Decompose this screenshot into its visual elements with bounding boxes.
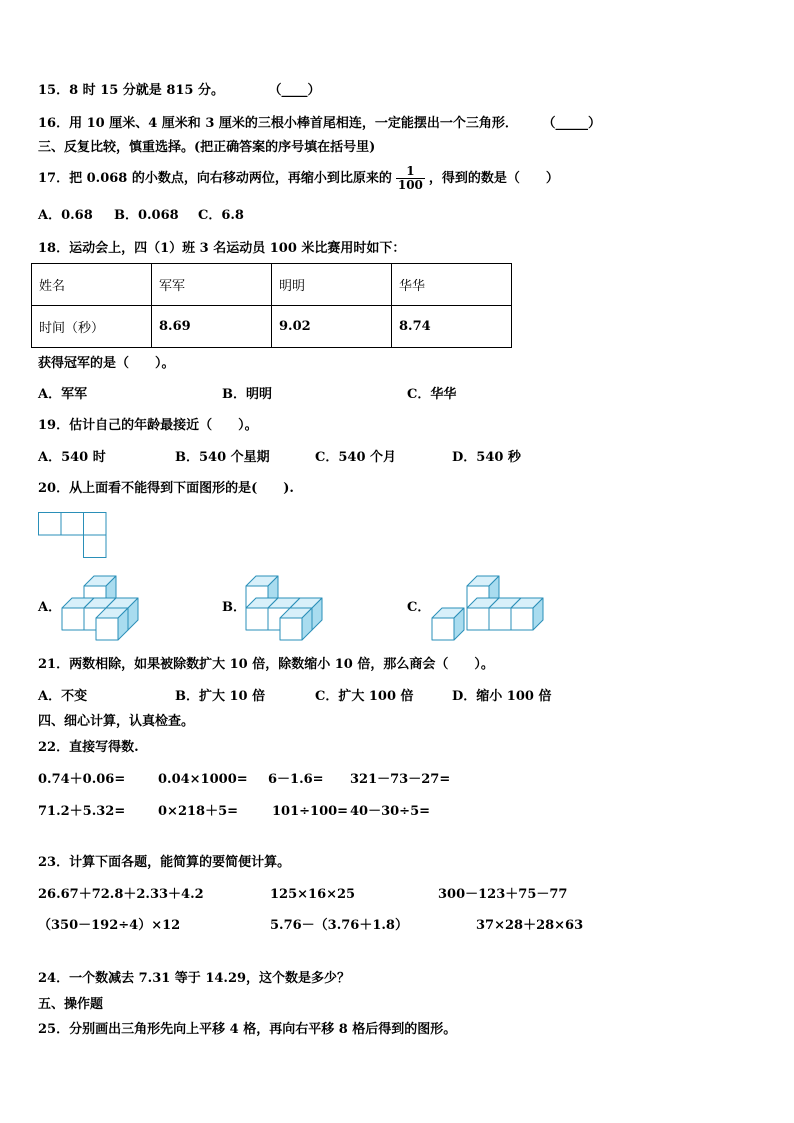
- cube: [280, 608, 312, 640]
- q21-option-b[interactable]: B．扩大 10 倍: [175, 689, 266, 704]
- table-row: [32, 306, 512, 348]
- q22-expr: 71.2＋5.32=: [38, 804, 126, 819]
- cube: [432, 608, 464, 640]
- q22-expr: 0.74＋0.06=: [38, 772, 126, 787]
- q22-expr: 321－73－27=: [350, 772, 451, 787]
- q23-expr: 37×28＋28×63: [476, 918, 584, 933]
- q16-line: [38, 115, 601, 133]
- option-c-cube-figure: [430, 576, 550, 642]
- q23-text: 23．计算下面各题，能简算的要简便计算。: [38, 855, 291, 870]
- q18-table: [31, 263, 512, 348]
- q17-pre: 17．把 0.068 的小数点，向右移动两位，再缩小到比原来的: [38, 171, 392, 186]
- q20-text: 20．从上面看不能得到下面图形的是( ).: [38, 481, 294, 496]
- q25-text: 25．分别画出三角形先向上平移 4 格，再向右平移 8 格后得到的图形。: [38, 1022, 457, 1037]
- table-cell: 8.69: [152, 306, 272, 348]
- q19-option-a[interactable]: A．540 时: [38, 450, 106, 465]
- table-cell: 姓名: [32, 264, 152, 306]
- q22-expr: 6－1.6=: [268, 772, 324, 787]
- table-cell: 9.02: [272, 306, 392, 348]
- q22-expr: 40－30÷5=: [350, 804, 431, 819]
- q17-frac-den: 100: [397, 178, 423, 192]
- q19-text: 19．估计自己的年龄最接近（ ）。: [38, 418, 258, 433]
- section-4-heading: 四、细心计算，认真检查。: [38, 714, 195, 729]
- q19-option-c[interactable]: C．540 个月: [315, 450, 397, 465]
- q17-line: [38, 164, 559, 194]
- q16-answer-blank[interactable]: （_____）: [542, 116, 601, 131]
- table-cell: 华华: [392, 264, 512, 306]
- q23-expr: 5.76－（3.76＋1.8）: [270, 918, 408, 933]
- q17-option-c[interactable]: C．6.8: [198, 208, 244, 223]
- q23-expr: 300－123＋75－77: [438, 887, 568, 902]
- table-cell: 军军: [152, 264, 272, 306]
- q17-post: ，得到的数是（ ）: [428, 171, 559, 186]
- q15-answer-blank[interactable]: （____）: [268, 83, 321, 98]
- section-5-heading: 五、操作题: [38, 997, 104, 1012]
- q20-option-b[interactable]: B．: [222, 600, 246, 615]
- q17-option-b[interactable]: B．0.068: [114, 208, 179, 223]
- q18-text: 18．运动会上，四（1）班 3 名运动员 100 米比赛用时如下：: [38, 241, 406, 256]
- table-cell: 时间（秒）: [32, 306, 152, 348]
- q17-fraction: [396, 165, 425, 192]
- q22-expr: 0×218＋5=: [158, 804, 239, 819]
- q21-option-a[interactable]: A．不变: [38, 689, 88, 704]
- table-cell: 明明: [272, 264, 392, 306]
- q23-expr: 125×16×25: [270, 887, 356, 902]
- cube: [511, 598, 543, 630]
- q17-option-a[interactable]: A．0.68: [38, 208, 93, 223]
- q22-expr: 101÷100=: [272, 804, 349, 819]
- q15-text: 15．8 时 15 分就是 815 分。: [38, 83, 224, 98]
- q24-text: 24．一个数减去 7.31 等于 14.29，这个数是多少？: [38, 971, 351, 986]
- q16-text: 16．用 10 厘米、4 厘米和 3 厘米的三根小棒首尾相连，一定能摆出一个三角形．: [38, 116, 518, 131]
- q20-option-c[interactable]: C．: [407, 600, 431, 615]
- q18-option-a[interactable]: A．军军: [38, 387, 88, 402]
- q19-option-b[interactable]: B．540 个星期: [175, 450, 270, 465]
- q22-text: 22．直接写得数.: [38, 740, 139, 755]
- table-row: [32, 264, 512, 306]
- q21-text: 21．两数相除，如果被除数扩大 10 倍，除数缩小 10 倍，那么商会（ ）。: [38, 657, 494, 672]
- q20-option-a[interactable]: A．: [38, 600, 62, 615]
- q22-expr: 0.04×1000=: [158, 772, 248, 787]
- table-cell: 8.74: [392, 306, 512, 348]
- q19-option-d[interactable]: D．540 秒: [452, 450, 521, 465]
- q15-line: [38, 82, 321, 100]
- q18-option-c[interactable]: C．华华: [407, 387, 457, 402]
- q18-option-b[interactable]: B．明明: [222, 387, 272, 402]
- cube: [96, 608, 128, 640]
- q21-option-d[interactable]: D．缩小 100 倍: [452, 689, 552, 704]
- q23-expr: 26.67＋72.8＋2.33＋4.2: [38, 887, 204, 902]
- top-view-figure: [38, 512, 108, 558]
- option-a-cube-figure: [60, 576, 150, 642]
- q17-frac-num: 1: [396, 165, 425, 179]
- section-3-heading: 三、反复比较，慎重选择。(把正确答案的序号填在括号里): [38, 140, 376, 155]
- option-b-cube-figure: [244, 576, 334, 642]
- q21-option-c[interactable]: C．扩大 100 倍: [315, 689, 414, 704]
- q18-after: 获得冠军的是（ ）。: [38, 356, 175, 371]
- q23-expr: （350－192÷4）×12: [38, 918, 181, 933]
